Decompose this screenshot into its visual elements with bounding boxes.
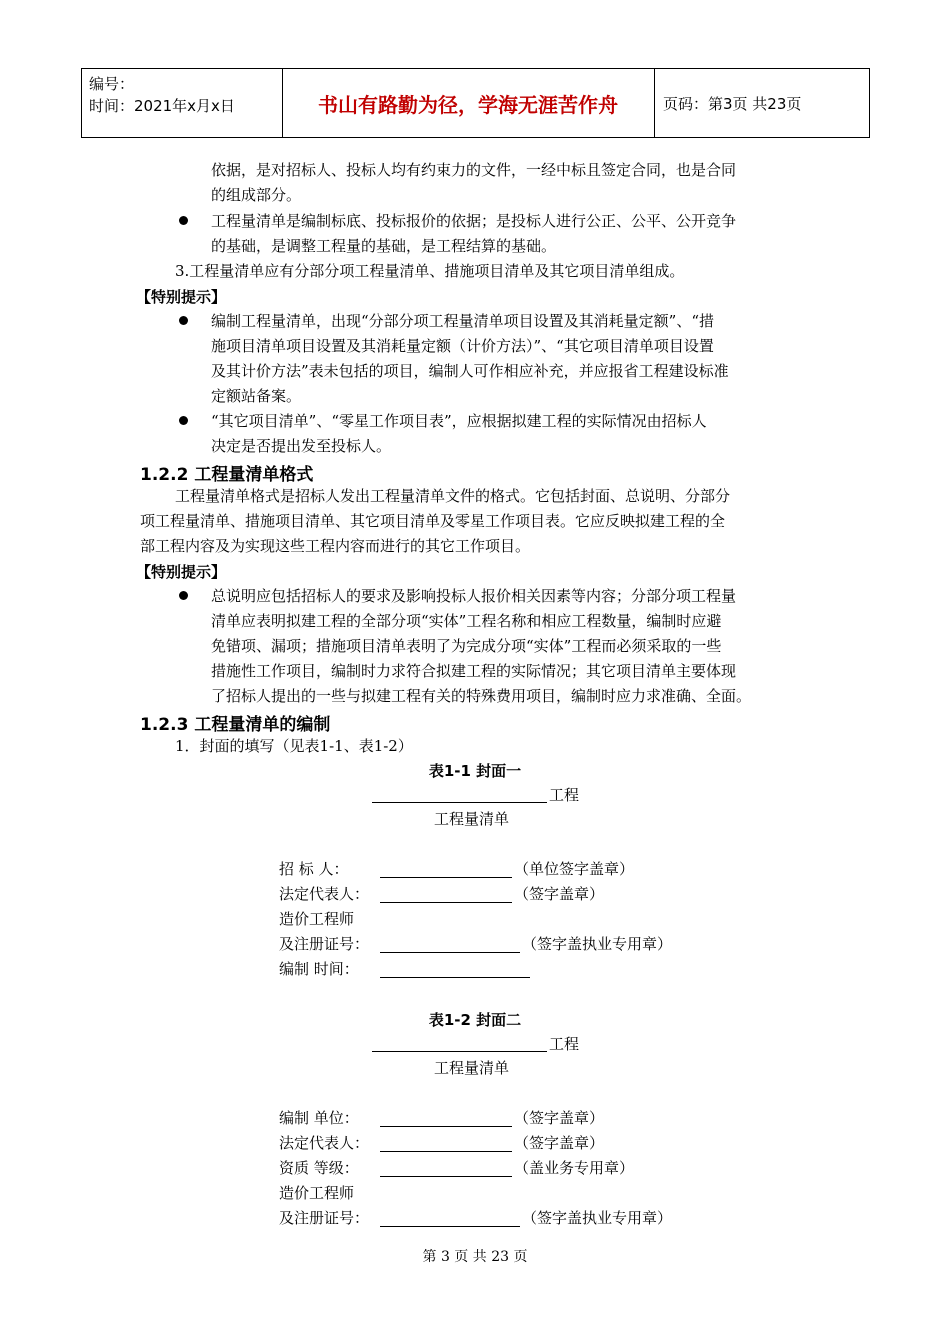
form-note: （签字盖执业专用章） — [522, 1209, 673, 1227]
bullet-line: 及其计价方法”表未包括的项目，编制人可作相应补充，并应报省工程建设标准 — [211, 362, 729, 380]
signature-blank — [380, 1151, 512, 1152]
bullet-line: 编制工程量清单，出现“分部分项工程量清单项目设置及其消耗量定额”、“措 — [211, 312, 715, 330]
form-note: （签字盖执业专用章） — [522, 935, 673, 953]
form-label: 造价工程师 — [279, 1184, 355, 1202]
numbered-item-1: 1．封面的填写（见表1-1、表1-2） — [175, 737, 413, 755]
bullet-dot — [179, 416, 188, 425]
bullet-dot — [179, 316, 188, 325]
bullet-line: 施项目清单项目设置及其消耗量定额（计价方法）”、“其它项目清单项目设置 — [211, 337, 714, 355]
header-time-label: 时间：2021年x月x日 — [89, 97, 235, 115]
form-note: （盖业务专用章） — [514, 1159, 635, 1177]
table-1-2-caption: 表1-2 封面二 — [428, 1011, 522, 1029]
paragraph-line: 部工程内容及为实现这些工程内容而进行的其它工作项目。 — [140, 537, 531, 555]
date-blank — [380, 977, 530, 978]
signature-blank — [380, 1176, 512, 1177]
paragraph-line: 依据，是对招标人、投标人均有约束力的文件，一经中标且签定合同，也是合同 — [211, 161, 737, 179]
section-heading-1-2-3: 1.2.3 工程量清单的编制 — [140, 715, 331, 735]
bullet-line: 工程量清单是编制标底、投标报价的依据；是投标人进行公正、公平、公开竞争 — [211, 212, 737, 230]
signature-blank — [380, 902, 512, 903]
signature-blank — [380, 877, 512, 878]
form-label: 编制 时间： — [279, 960, 359, 978]
header-left-cell — [89, 73, 235, 117]
bullet-line: 清单应表明拟建工程的全部分项“实体”工程名称和相应工程数量，编制时应避 — [211, 612, 722, 630]
form-note: （签字盖章） — [514, 1134, 605, 1152]
cover-subtitle: 工程量清单 — [434, 1059, 510, 1077]
bullet-dot — [179, 216, 188, 225]
project-name-blank — [372, 802, 547, 803]
page-footer: 第 3 页 共 23 页 — [422, 1249, 528, 1265]
project-name-blank — [372, 1051, 547, 1052]
signature-blank — [380, 952, 520, 953]
header-number-label: 编号： — [89, 75, 135, 93]
form-label: 法定代表人： — [279, 885, 370, 903]
page-header — [81, 68, 870, 138]
project-suffix: 工程 — [549, 786, 580, 804]
paragraph-line: 项工程量清单、措施项目清单、其它项目清单及零星工作项目表。它应反映拟建工程的全 — [140, 512, 726, 530]
form-label: 造价工程师 — [279, 910, 355, 928]
form-label: 编制 单位： — [279, 1109, 359, 1127]
special-tip-heading: 【特别提示】 — [136, 563, 227, 581]
header-page-info: 页码：第3页 共23页 — [663, 94, 802, 113]
section-heading-1-2-2: 1.2.2 工程量清单格式 — [140, 465, 314, 485]
bullet-line: 了招标人提出的一些与拟建工程有关的特殊费用项目，编制时应力求准确、全面。 — [211, 687, 752, 705]
bullet-dot — [179, 591, 188, 600]
bullet-line: 决定是否提出发至投标人。 — [211, 437, 392, 455]
bullet-line: “其它项目清单”、“零星工作项目表”，应根据拟建工程的实际情况由招标人 — [211, 412, 707, 430]
header-border-right — [869, 69, 870, 137]
form-label: 资质 等级： — [279, 1159, 359, 1177]
paragraph-line: 的组成部分。 — [211, 186, 302, 204]
table-1-1-caption: 表1-1 封面一 — [428, 762, 522, 780]
signature-blank — [380, 1226, 520, 1227]
bullet-line: 总说明应包括招标人的要求及影响投标人报价相关因素等内容；分部分项工程量 — [211, 587, 737, 605]
bullet-line: 的基础，是调整工程量的基础，是工程结算的基础。 — [211, 237, 557, 255]
form-label: 及注册证号： — [279, 935, 370, 953]
header-border-left — [81, 69, 82, 137]
form-label: 及注册证号： — [279, 1209, 370, 1227]
form-note: （签字盖章） — [514, 885, 605, 903]
bullet-line: 措施性工作项目，编制时力求符合拟建工程的实际情况；其它项目清单主要体现 — [211, 662, 737, 680]
form-note: （签字盖章） — [514, 1109, 605, 1127]
form-note: （单位签字盖章） — [514, 860, 635, 878]
numbered-item-3: 3.工程量清单应有分部分项工程量清单、措施项目清单及其它项目清单组成。 — [175, 262, 685, 280]
paragraph-line: 工程量清单格式是招标人发出工程量清单文件的格式。它包括封面、总说明、分部分 — [175, 487, 731, 505]
special-tip-heading: 【特别提示】 — [136, 288, 227, 306]
bullet-line: 免错项、漏项；措施项目清单表明了为完成分项“实体”工程而必须采取的一些 — [211, 637, 722, 655]
form-label: 招 标 人： — [279, 860, 349, 878]
signature-blank — [380, 1126, 512, 1127]
project-suffix: 工程 — [549, 1035, 580, 1053]
form-label: 法定代表人： — [279, 1134, 370, 1152]
header-motto: 书山有路勤为径，学海无涯苦作舟 — [318, 92, 618, 117]
bullet-line: 定额站备案。 — [211, 387, 302, 405]
header-divider-2 — [654, 69, 655, 137]
cover-subtitle: 工程量清单 — [434, 810, 510, 828]
